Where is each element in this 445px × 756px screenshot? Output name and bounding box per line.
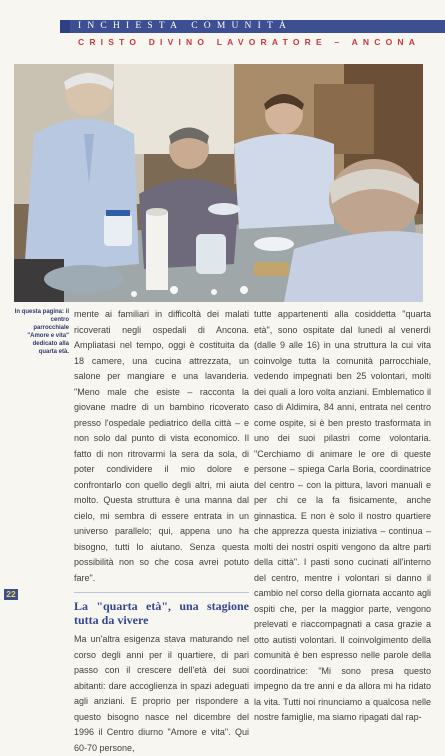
section-label: INCHIESTA COMUNITÀ — [78, 21, 293, 31]
column2-paragraph-1: tutte appartenenti alla cosiddetta "quarta età", sono ospitate dal lunedì al venerdì (dalle 9 alle 16) in una struttura la cui vita coinvolge tutta la comunità parrocchiale, vedendo impegnati ben 25 volontari, molti dei quali a loro volta anziani. Emblematico il caso di Aldimira, 84 anni, entrata nel centro come ospite, si è ben presto trasformata in uno dei suoi pilastri come volontaria. "Cerchiamo di animare le ore di queste persone – spiega Carla Boria, coordinatrice del centro – con la pittura, lavori manuali e per chi ce la fa fisicamente, anche ginnastica. E non è solo il nostro quartiere che apprezza questa iniziativa – continua – molti dei nostri ospiti vengono da altre parti della città". I pasti sono cucinati all'interno del centro, mentre i volontari si danno il cambio nel corso della giornata accanto agli ospiti che, per la maggior parte, vengono prelevati e riaccompagnati a casa grazie a otto autisti volontari. Il coinvolgimento della comunità è ben espresso nelle parole della coordinatrice: "Mi sono presa questo impegno da tre anni e da allora mi ha ridato la vita. Tutti noi rinunciamo a qualcosa nelle nostre famiglie, ma siamo ripagati dal rap- — [254, 309, 431, 722]
column1-paragraph-1: mente ai familiari in difficoltà dei malati ricoverati negli ospedali di Ancona. Ampliatasi nel tempo, oggi è costituita da 18 camere, una cucina attrezzata, un salone per mangiare e una lavanderia. "Meno male che esiste – racconta la giovane madre di un bambino ricoverato presso l'ospedale pediatrico della città – e non solo dal punto di vista economico. Il fatto di non ritrovarmi la sera da sola, di poter condividere il mio dolore e confrontarlo con quello degli altri, mi aiuta molto. Questa struttura è una manna dal cielo, mi sembra di essere entrata in un universo parallelo; qui, appena uno ha bisogno, tutti lo aiutano. Senza questa possibilità non so che cosa avrei potuto fare". — [74, 309, 249, 583]
section-divider — [74, 592, 249, 593]
article-headline: CRISTO DIVINO LAVORATORE – ANCONA — [78, 37, 421, 47]
page-number: 22 — [4, 589, 18, 600]
article-column-1 — [74, 307, 249, 756]
article-column-2 — [254, 307, 431, 726]
column1-paragraph-2: Ma un'altra esigenza stava maturando nel corso degli anni per il quartiere, di pari passo con il crescere dell'età dei suoi abitanti: dare accoglienza in spazi adeguati agli anziani. E proprio per rispondere a questo bisogno nasce nel dicembre del 1996 il Centro diurno "Amore e vita". Qui 60-70 persone, — [74, 634, 249, 753]
photo-caption: In questa pagina: il centro parrocchiale "Amore e vita" dedicato alla quarta età. — [14, 309, 69, 355]
header-square — [60, 20, 70, 33]
article-photo — [14, 64, 423, 302]
article-subheading: La "quarta età", una stagione tutta da vivere — [74, 599, 249, 627]
